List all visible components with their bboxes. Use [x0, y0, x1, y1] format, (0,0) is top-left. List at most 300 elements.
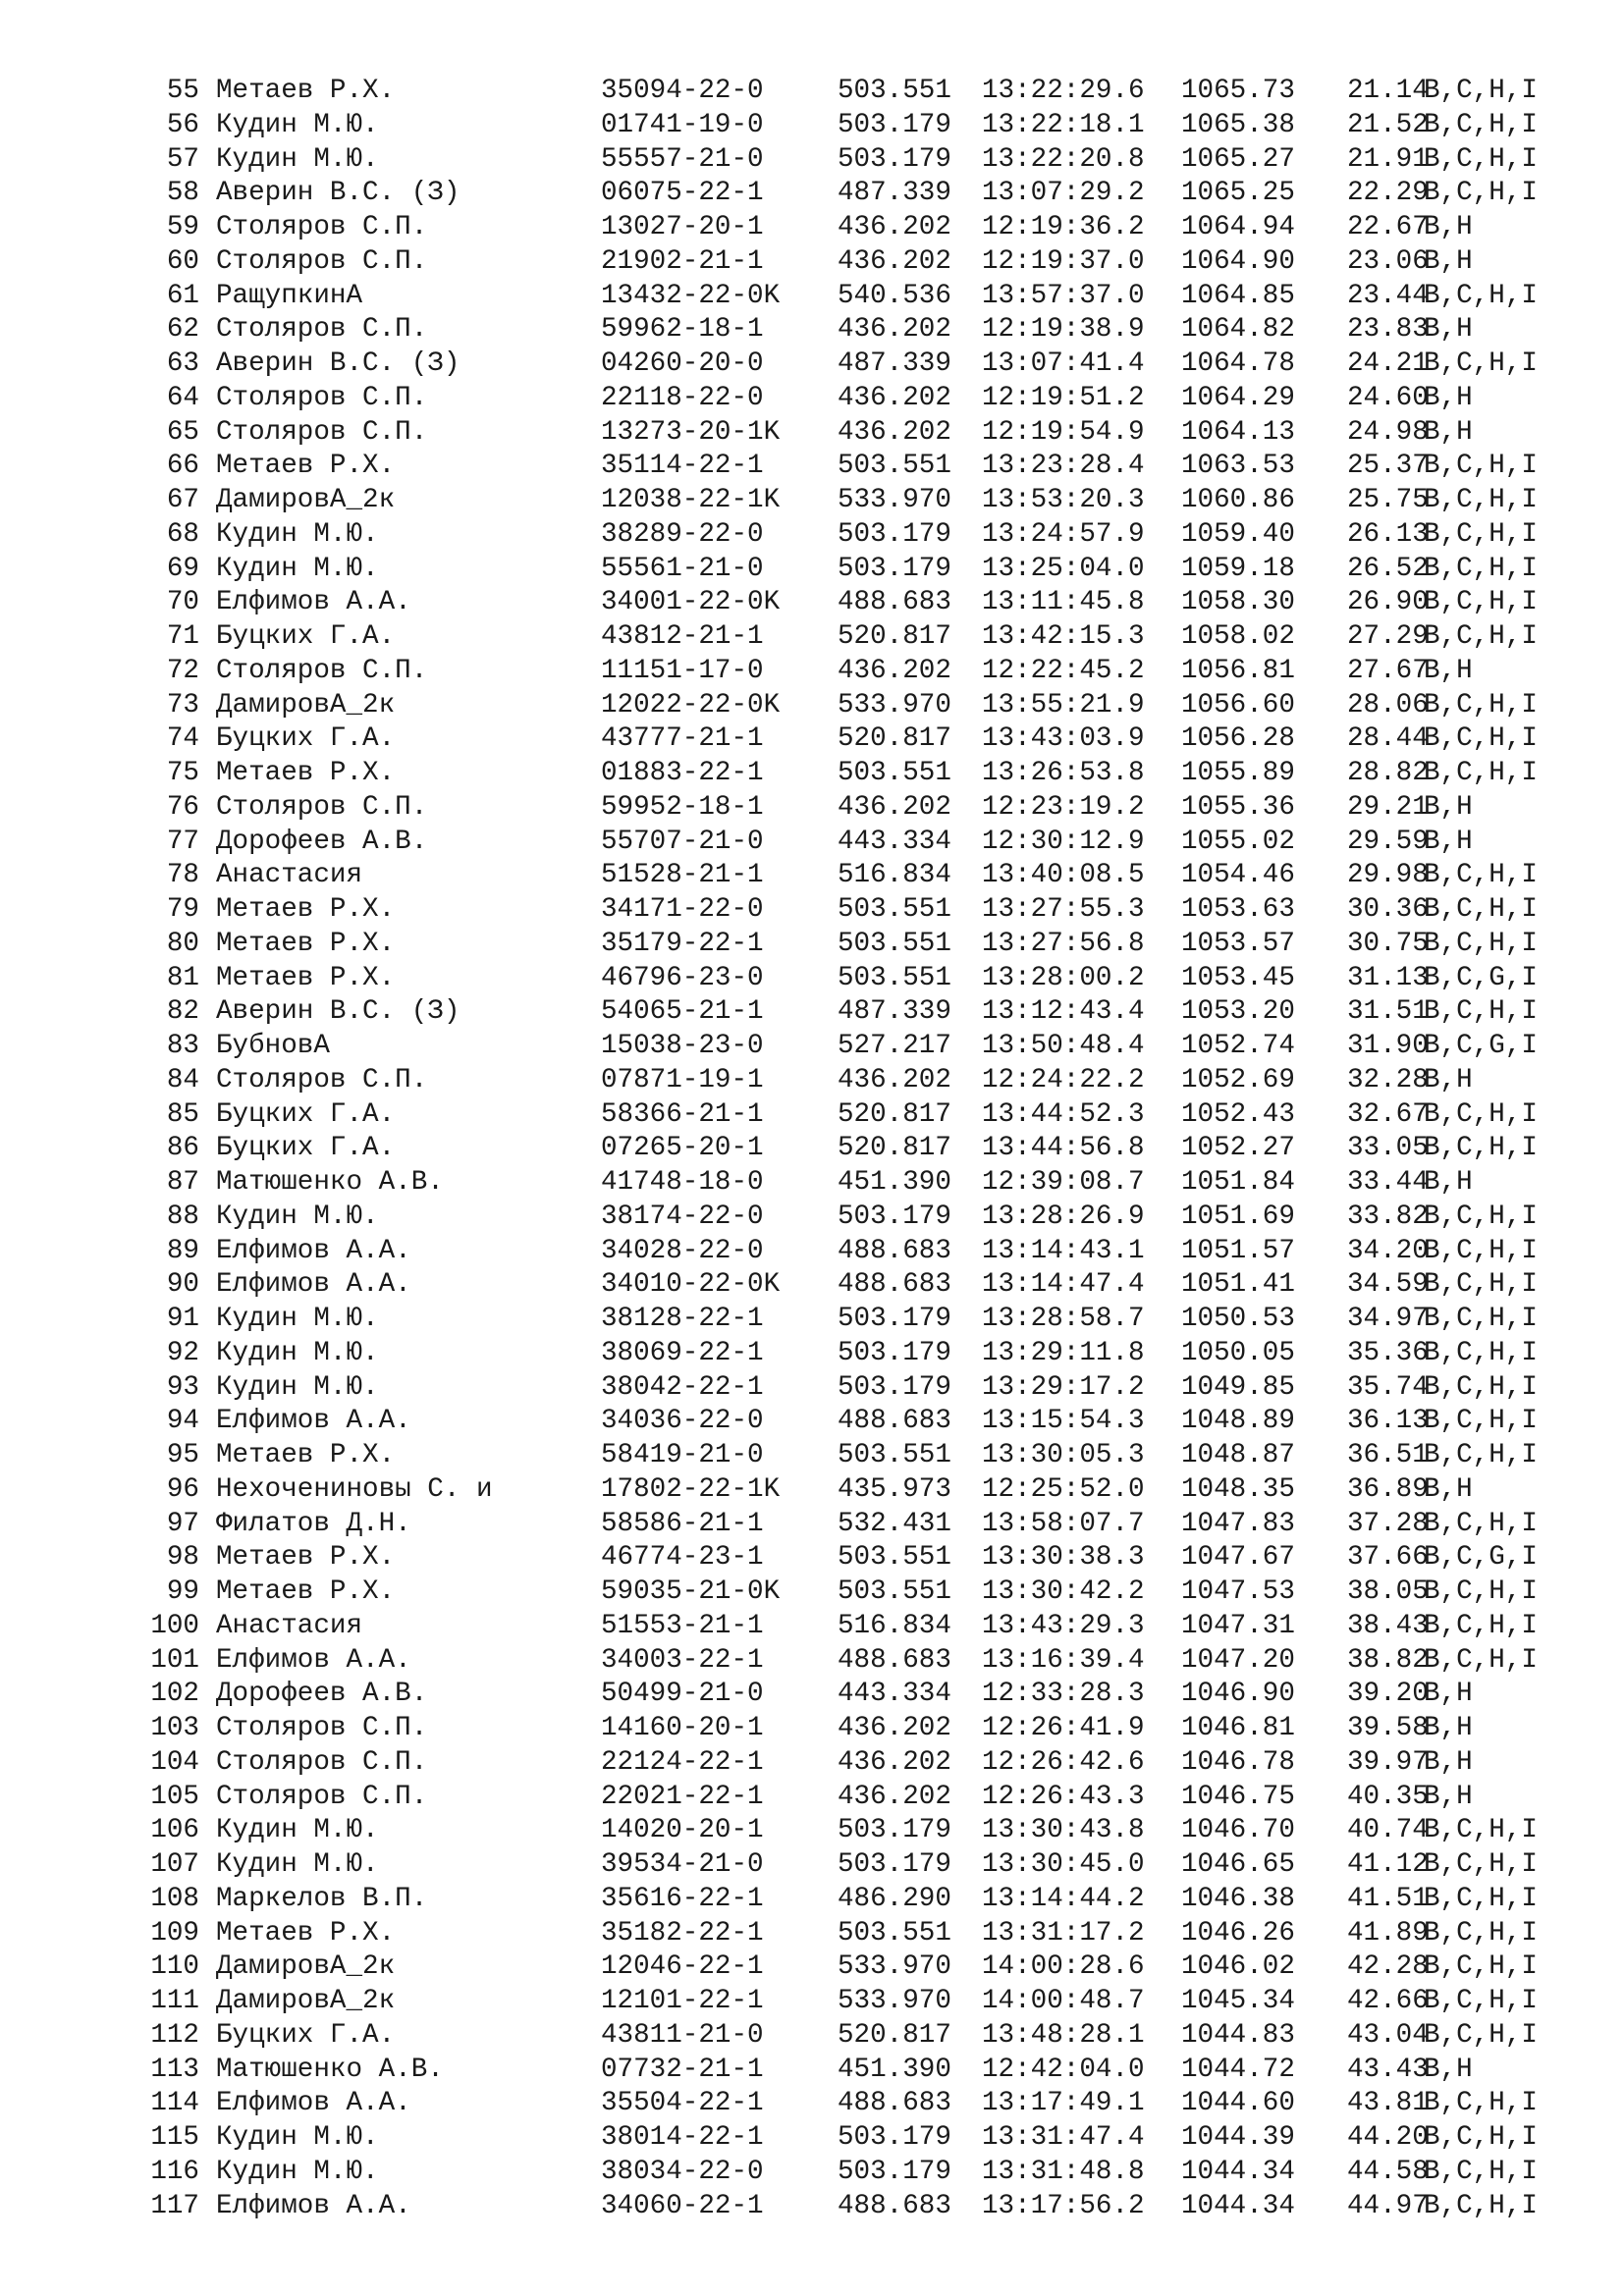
classes: B,C,H,I — [1424, 1986, 1538, 2016]
distance: 436.202 — [838, 314, 951, 346]
fancier-name: Матюшенко А.В. — [216, 2054, 444, 2085]
classes: B,C,H,I — [1424, 2088, 1538, 2119]
distance: 451.390 — [838, 1167, 951, 1198]
coefficient: 40.35 — [1347, 1781, 1429, 1812]
row-number: 58 — [166, 178, 199, 209]
table-row — [0, 962, 1624, 996]
row-number: 73 — [166, 689, 199, 721]
classes: B,C,H,I — [1424, 1235, 1538, 1266]
classes: B,C,H,I — [1424, 1815, 1538, 1846]
arrival-time: 12:26:41.9 — [982, 1713, 1145, 1743]
row-number: 105 — [150, 1781, 199, 1812]
arrival-time: 13:17:49.1 — [982, 2088, 1145, 2119]
table-row — [0, 791, 1624, 826]
fancier-name: Матюшенко А.В. — [216, 1167, 444, 1198]
speed: 1047.67 — [1181, 1542, 1295, 1574]
coefficient: 22.29 — [1347, 178, 1429, 209]
table-row — [0, 143, 1624, 178]
fancier-name: Столяров С.П. — [216, 1713, 428, 1743]
table-row — [0, 347, 1624, 382]
arrival-time: 13:30:45.0 — [982, 1849, 1145, 1880]
speed: 1056.60 — [1181, 689, 1295, 721]
table-row — [0, 245, 1624, 280]
speed: 1064.85 — [1181, 280, 1295, 311]
fancier-name: Метаев Р.Х. — [216, 894, 396, 925]
speed: 1046.26 — [1181, 1917, 1295, 1949]
classes: B,C,H,I — [1424, 1849, 1538, 1880]
speed: 1046.75 — [1181, 1781, 1295, 1812]
table-row — [0, 2156, 1624, 2190]
classes: B,C,H,I — [1424, 1610, 1538, 1641]
row-number: 107 — [150, 1849, 199, 1880]
fancier-name: Кудин М.Ю. — [216, 518, 379, 550]
speed: 1054.46 — [1181, 860, 1295, 891]
arrival-time: 13:22:29.6 — [982, 76, 1145, 106]
speed: 1046.65 — [1181, 1849, 1295, 1880]
row-number: 85 — [166, 1098, 199, 1130]
row-number: 109 — [150, 1917, 199, 1949]
fancier-name: Буцких Г.А. — [216, 621, 396, 652]
ring-number: 58586-21-1 — [601, 1508, 764, 1539]
table-row — [0, 2054, 1624, 2088]
ring-number: 38289-22-0 — [601, 518, 764, 550]
table-row — [0, 382, 1624, 416]
fancier-name: Кудин М.Ю. — [216, 2156, 379, 2187]
row-number: 97 — [166, 1508, 199, 1539]
arrival-time: 13:40:08.5 — [982, 860, 1145, 891]
ring-number: 12101-22-1 — [601, 1986, 764, 2016]
ring-number: 07732-21-1 — [601, 2054, 764, 2085]
table-row — [0, 1508, 1624, 1542]
coefficient: 43.43 — [1347, 2054, 1429, 2085]
arrival-time: 13:27:56.8 — [982, 928, 1145, 959]
speed: 1055.36 — [1181, 791, 1295, 823]
arrival-time: 13:55:21.9 — [982, 689, 1145, 721]
distance: 487.339 — [838, 178, 951, 209]
table-row — [0, 450, 1624, 484]
ring-number: 46774-23-1 — [601, 1542, 764, 1574]
fancier-name: Столяров С.П. — [216, 382, 428, 413]
row-number: 92 — [166, 1337, 199, 1368]
coefficient: 23.83 — [1347, 314, 1429, 346]
classes: B,C,H,I — [1424, 143, 1538, 175]
coefficient: 26.52 — [1347, 553, 1429, 584]
row-number: 68 — [166, 518, 199, 550]
fancier-name: Кудин М.Ю. — [216, 143, 379, 175]
ring-number: 13432-22-0K — [601, 280, 781, 311]
table-row — [0, 655, 1624, 689]
classes: B,C,H,I — [1424, 1337, 1538, 1368]
ring-number: 07871-19-1 — [601, 1064, 764, 1095]
fancier-name: Елфимов А.А. — [216, 1269, 411, 1301]
arrival-time: 13:50:48.4 — [982, 1031, 1145, 1061]
arrival-time: 13:22:18.1 — [982, 109, 1145, 140]
arrival-time: 13:30:42.2 — [982, 1576, 1145, 1607]
coefficient: 42.28 — [1347, 1951, 1429, 1983]
coefficient: 27.67 — [1347, 655, 1429, 686]
distance: 503.551 — [838, 1440, 951, 1470]
classes: B,C,H,I — [1424, 2156, 1538, 2187]
table-row — [0, 995, 1624, 1030]
speed: 1051.84 — [1181, 1167, 1295, 1198]
coefficient: 37.66 — [1347, 1542, 1429, 1574]
fancier-name: Метаев Р.Х. — [216, 758, 396, 788]
table-row — [0, 1132, 1624, 1166]
table-row — [0, 1541, 1624, 1575]
row-number: 112 — [150, 2019, 199, 2051]
classes: B,H — [1424, 245, 1473, 277]
table-row — [0, 1439, 1624, 1473]
row-number: 80 — [166, 928, 199, 959]
coefficient: 31.13 — [1347, 962, 1429, 993]
speed: 1065.25 — [1181, 178, 1295, 209]
distance: 488.683 — [838, 2088, 951, 2119]
table-row — [0, 313, 1624, 347]
results-table — [0, 75, 1624, 2223]
row-number: 115 — [150, 2122, 199, 2153]
coefficient: 39.20 — [1347, 1679, 1429, 1710]
fancier-name: Елфимов А.А. — [216, 587, 411, 618]
distance: 540.536 — [838, 280, 951, 311]
distance: 503.551 — [838, 1917, 951, 1949]
arrival-time: 13:14:44.2 — [982, 1883, 1145, 1914]
speed: 1060.86 — [1181, 485, 1295, 515]
ring-number: 51553-21-1 — [601, 1610, 764, 1641]
table-row — [0, 1030, 1624, 1064]
coefficient: 41.51 — [1347, 1883, 1429, 1914]
speed: 1051.69 — [1181, 1201, 1295, 1232]
ring-number: 34171-22-0 — [601, 894, 764, 925]
distance: 503.551 — [838, 962, 951, 993]
distance: 503.179 — [838, 1201, 951, 1232]
arrival-time: 13:44:52.3 — [982, 1098, 1145, 1130]
coefficient: 30.36 — [1347, 894, 1429, 925]
arrival-time: 12:42:04.0 — [982, 2054, 1145, 2085]
fancier-name: Елфимов А.А. — [216, 1644, 411, 1676]
arrival-time: 13:31:48.8 — [982, 2156, 1145, 2187]
classes: B,H — [1424, 1781, 1473, 1812]
distance: 487.339 — [838, 996, 951, 1028]
speed: 1052.69 — [1181, 1064, 1295, 1095]
ring-number: 35094-22-0 — [601, 76, 764, 106]
arrival-time: 13:26:53.8 — [982, 758, 1145, 788]
classes: B,C,H,I — [1424, 996, 1538, 1028]
distance: 503.551 — [838, 1542, 951, 1574]
speed: 1064.90 — [1181, 245, 1295, 277]
table-row — [0, 586, 1624, 620]
speed: 1059.40 — [1181, 518, 1295, 550]
row-number: 78 — [166, 860, 199, 891]
arrival-time: 13:29:11.8 — [982, 1337, 1145, 1368]
coefficient: 38.43 — [1347, 1610, 1429, 1641]
classes: B,H — [1424, 212, 1473, 242]
table-row — [0, 2121, 1624, 2156]
coefficient: 36.13 — [1347, 1406, 1429, 1437]
classes: B,C,H,I — [1424, 1440, 1538, 1470]
table-row — [0, 1473, 1624, 1508]
table-row — [0, 518, 1624, 553]
speed: 1063.53 — [1181, 451, 1295, 482]
arrival-time: 13:29:17.2 — [982, 1371, 1145, 1403]
coefficient: 32.67 — [1347, 1098, 1429, 1130]
fancier-name: Буцких Г.А. — [216, 1098, 396, 1130]
classes: B,H — [1424, 1167, 1473, 1198]
table-row — [0, 553, 1624, 587]
ring-number: 04260-20-0 — [601, 348, 764, 379]
fancier-name: Метаев Р.Х. — [216, 1917, 396, 1949]
table-row — [0, 1405, 1624, 1439]
ring-number: 38069-22-1 — [601, 1337, 764, 1368]
fancier-name: Кудин М.Ю. — [216, 2122, 379, 2153]
distance: 503.179 — [838, 1304, 951, 1334]
arrival-time: 13:58:07.7 — [982, 1508, 1145, 1539]
coefficient: 44.20 — [1347, 2122, 1429, 2153]
arrival-time: 13:30:05.3 — [982, 1440, 1145, 1470]
fancier-name: Нехочениновы С. и — [216, 1473, 493, 1505]
classes: B,H — [1424, 1746, 1473, 1778]
fancier-name: Аверин В.С. (З) — [216, 996, 460, 1028]
fancier-name: Кудин М.Ю. — [216, 1304, 379, 1334]
row-number: 106 — [150, 1815, 199, 1846]
ring-number: 35114-22-1 — [601, 451, 764, 482]
coefficient: 43.04 — [1347, 2019, 1429, 2051]
coefficient: 22.67 — [1347, 212, 1429, 242]
fancier-name: Буцких Г.А. — [216, 1133, 396, 1164]
arrival-time: 13:15:54.3 — [982, 1406, 1145, 1437]
table-row — [0, 757, 1624, 791]
classes: B,C,H,I — [1424, 1371, 1538, 1403]
classes: B,H — [1424, 791, 1473, 823]
classes: B,C,H,I — [1424, 1201, 1538, 1232]
row-number: 103 — [150, 1713, 199, 1743]
ring-number: 17802-22-1K — [601, 1473, 781, 1505]
table-row — [0, 75, 1624, 109]
distance: 520.817 — [838, 621, 951, 652]
classes: B,C,H,I — [1424, 723, 1538, 755]
row-number: 113 — [150, 2054, 199, 2085]
row-number: 100 — [150, 1610, 199, 1641]
coefficient: 44.97 — [1347, 2190, 1429, 2221]
distance: 503.179 — [838, 518, 951, 550]
ring-number: 58419-21-0 — [601, 1440, 764, 1470]
table-row — [0, 689, 1624, 723]
arrival-time: 12:19:51.2 — [982, 382, 1145, 413]
ring-number: 39534-21-0 — [601, 1849, 764, 1880]
classes: B,C,H,I — [1424, 1269, 1538, 1301]
distance: 488.683 — [838, 1269, 951, 1301]
coefficient: 41.89 — [1347, 1917, 1429, 1949]
speed: 1053.63 — [1181, 894, 1295, 925]
arrival-time: 12:24:22.2 — [982, 1064, 1145, 1095]
arrival-time: 13:43:03.9 — [982, 723, 1145, 755]
row-number: 104 — [150, 1746, 199, 1778]
table-row — [0, 1098, 1624, 1133]
table-row — [0, 620, 1624, 655]
distance: 435.973 — [838, 1473, 951, 1505]
classes: B,H — [1424, 1064, 1473, 1095]
classes: B,C,H,I — [1424, 451, 1538, 482]
arrival-time: 13:07:29.2 — [982, 178, 1145, 209]
classes: B,H — [1424, 314, 1473, 346]
arrival-time: 12:25:52.0 — [982, 1473, 1145, 1505]
distance: 516.834 — [838, 860, 951, 891]
fancier-name: Метаев Р.Х. — [216, 76, 396, 106]
fancier-name: Столяров С.П. — [216, 1781, 428, 1812]
row-number: 83 — [166, 1031, 199, 1061]
classes: B,C,H,I — [1424, 621, 1538, 652]
fancier-name: ДамировА_2к — [216, 1951, 396, 1983]
speed: 1065.73 — [1181, 76, 1295, 106]
speed: 1047.31 — [1181, 1610, 1295, 1641]
distance: 527.217 — [838, 1031, 951, 1061]
row-number: 110 — [150, 1951, 199, 1983]
table-row — [0, 1610, 1624, 1644]
speed: 1047.83 — [1181, 1508, 1295, 1539]
arrival-time: 13:42:15.3 — [982, 621, 1145, 652]
arrival-time: 13:31:17.2 — [982, 1917, 1145, 1949]
fancier-name: Метаев Р.Х. — [216, 928, 396, 959]
classes: B,H — [1424, 2054, 1473, 2085]
ring-number: 58366-21-1 — [601, 1098, 764, 1130]
arrival-time: 13:16:39.4 — [982, 1644, 1145, 1676]
fancier-name: Метаев Р.Х. — [216, 451, 396, 482]
arrival-time: 13:12:43.4 — [982, 996, 1145, 1028]
table-row — [0, 893, 1624, 928]
coefficient: 31.90 — [1347, 1031, 1429, 1061]
row-number: 76 — [166, 791, 199, 823]
distance: 503.551 — [838, 76, 951, 106]
table-row — [0, 1064, 1624, 1098]
fancier-name: Дорофеев А.В. — [216, 1679, 428, 1710]
speed: 1052.27 — [1181, 1133, 1295, 1164]
row-number: 101 — [150, 1644, 199, 1676]
ring-number: 14160-20-1 — [601, 1713, 764, 1743]
fancier-name: Столяров С.П. — [216, 791, 428, 823]
fancier-name: Аверин В.С. (З) — [216, 348, 460, 379]
row-number: 98 — [166, 1542, 199, 1574]
distance: 516.834 — [838, 1610, 951, 1641]
distance: 520.817 — [838, 1133, 951, 1164]
coefficient: 26.90 — [1347, 587, 1429, 618]
fancier-name: ДамировА_2к — [216, 485, 396, 515]
speed: 1052.74 — [1181, 1031, 1295, 1061]
coefficient: 38.82 — [1347, 1644, 1429, 1676]
ring-number: 50499-21-0 — [601, 1679, 764, 1710]
row-number: 66 — [166, 451, 199, 482]
distance: 520.817 — [838, 2019, 951, 2051]
ring-number: 38042-22-1 — [601, 1371, 764, 1403]
fancier-name: Буцких Г.А. — [216, 723, 396, 755]
distance: 443.334 — [838, 1679, 951, 1710]
arrival-time: 13:44:56.8 — [982, 1133, 1145, 1164]
row-number: 96 — [166, 1473, 199, 1505]
classes: B,C,H,I — [1424, 928, 1538, 959]
speed: 1050.53 — [1181, 1304, 1295, 1334]
table-row — [0, 1303, 1624, 1337]
classes: B,C,H,I — [1424, 1508, 1538, 1539]
table-row — [0, 1644, 1624, 1679]
arrival-time: 12:23:19.2 — [982, 791, 1145, 823]
classes: B,C,H,I — [1424, 894, 1538, 925]
fancier-name: Филатов Д.Н. — [216, 1508, 411, 1539]
coefficient: 36.89 — [1347, 1473, 1429, 1505]
arrival-time: 12:19:37.0 — [982, 245, 1145, 277]
coefficient: 44.58 — [1347, 2156, 1429, 2187]
arrival-time: 14:00:48.7 — [982, 1986, 1145, 2016]
classes: B,C,H,I — [1424, 109, 1538, 140]
table-row — [0, 1337, 1624, 1371]
speed: 1051.41 — [1181, 1269, 1295, 1301]
fancier-name: Столяров С.П. — [216, 416, 428, 448]
ring-number: 38034-22-0 — [601, 2156, 764, 2187]
speed: 1053.57 — [1181, 928, 1295, 959]
coefficient: 21.91 — [1347, 143, 1429, 175]
distance: 436.202 — [838, 1781, 951, 1812]
ring-number: 11151-17-0 — [601, 655, 764, 686]
row-number: 79 — [166, 894, 199, 925]
ring-number: 35616-22-1 — [601, 1883, 764, 1914]
fancier-name: Кудин М.Ю. — [216, 1849, 379, 1880]
coefficient: 29.21 — [1347, 791, 1429, 823]
fancier-name: Кудин М.Ю. — [216, 1337, 379, 1368]
distance: 503.551 — [838, 894, 951, 925]
fancier-name: Столяров С.П. — [216, 212, 428, 242]
speed: 1056.28 — [1181, 723, 1295, 755]
speed: 1046.70 — [1181, 1815, 1295, 1846]
arrival-time: 12:22:45.2 — [982, 655, 1145, 686]
row-number: 82 — [166, 996, 199, 1028]
table-row — [0, 109, 1624, 143]
table-row — [0, 1201, 1624, 1235]
arrival-time: 13:31:47.4 — [982, 2122, 1145, 2153]
fancier-name: Метаев Р.Х. — [216, 1576, 396, 1607]
row-number: 74 — [166, 723, 199, 755]
classes: B,C,G,I — [1424, 1031, 1538, 1061]
speed: 1064.82 — [1181, 314, 1295, 346]
distance: 436.202 — [838, 791, 951, 823]
speed: 1058.02 — [1181, 621, 1295, 652]
row-number: 99 — [166, 1576, 199, 1607]
row-number: 116 — [150, 2156, 199, 2187]
coefficient: 35.74 — [1347, 1371, 1429, 1403]
arrival-time: 13:30:38.3 — [982, 1542, 1145, 1574]
coefficient: 37.28 — [1347, 1508, 1429, 1539]
table-row — [0, 2190, 1624, 2224]
arrival-time: 13:28:00.2 — [982, 962, 1145, 993]
coefficient: 28.82 — [1347, 758, 1429, 788]
fancier-name: Столяров С.П. — [216, 314, 428, 346]
row-number: 86 — [166, 1133, 199, 1164]
ring-number: 43812-21-1 — [601, 621, 764, 652]
classes: B,C,H,I — [1424, 1098, 1538, 1130]
row-number: 71 — [166, 621, 199, 652]
classes: B,H — [1424, 826, 1473, 857]
ring-number: 06075-22-1 — [601, 178, 764, 209]
arrival-time: 12:19:38.9 — [982, 314, 1145, 346]
distance: 520.817 — [838, 1098, 951, 1130]
ring-number: 12046-22-1 — [601, 1951, 764, 1983]
coefficient: 28.44 — [1347, 723, 1429, 755]
coefficient: 21.52 — [1347, 109, 1429, 140]
table-row — [0, 1712, 1624, 1746]
table-row — [0, 1166, 1624, 1201]
table-row — [0, 1848, 1624, 1883]
ring-number: 22118-22-0 — [601, 382, 764, 413]
coefficient: 40.74 — [1347, 1815, 1429, 1846]
row-number: 67 — [166, 485, 199, 515]
classes: B,C,H,I — [1424, 1951, 1538, 1983]
table-row — [0, 1235, 1624, 1269]
